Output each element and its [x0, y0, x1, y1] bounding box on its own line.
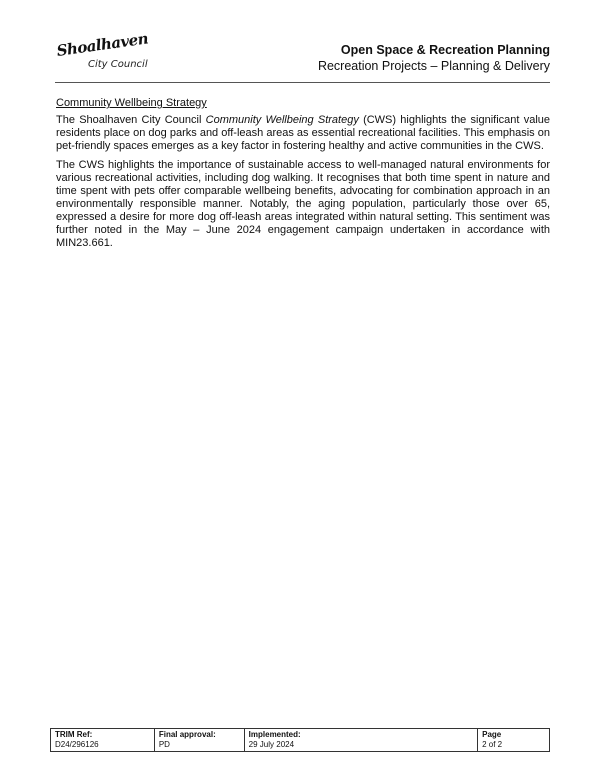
- footer-trim-cell: [51, 729, 155, 752]
- footer-table: [50, 728, 550, 752]
- approval-value: PD: [158, 740, 170, 749]
- footer-approval-cell: [154, 729, 244, 752]
- paragraph-1-end: (CWS) highlights the significant value residents place on dog parks and off-leash areas as essential recreational facilities. This emphasis on pet-friendly spaces emerges as a key factor in fostering healthy and active communities in the CWS.: [56, 114, 550, 152]
- header-divider: [55, 82, 550, 83]
- approval-label: Final approval:: [158, 730, 216, 739]
- header-title: Open Space & Recreation Planning: [340, 43, 550, 57]
- council-logo: [55, 29, 158, 78]
- section-heading: Community Wellbeing Strategy: [56, 97, 207, 109]
- document-header: [318, 42, 550, 75]
- strategy-name: Community Wellbeing Strategy: [205, 114, 359, 126]
- page-label: Page: [482, 730, 502, 739]
- trim-value: D24/296126: [55, 740, 99, 749]
- logo-sub-text: City Council: [88, 59, 148, 70]
- implemented-value: 29 July 2024: [248, 740, 295, 749]
- footer-row: [51, 729, 550, 752]
- header-subtitle: Recreation Projects – Planning & Delivery: [317, 59, 550, 73]
- page-value: 2 of 2: [482, 740, 503, 749]
- implemented-label: Implemented:: [248, 730, 301, 739]
- footer-implemented-cell: [244, 729, 477, 752]
- document-body: [56, 97, 550, 256]
- paragraph-1-start: The Shoalhaven City Council: [56, 114, 206, 126]
- paragraph-2: The CWS highlights the importance of sustainable access to well-managed natural environments for various recreational activities, including dog walking. It recognises that both time spent in nature and time spent with pets offer comparable wellbeing benefits, advocating for combination approach in an environmentally responsible manner. Notably, the aging population, particularly those over 65, expressed a desire for more dog off-leash areas integrated within natural setting. This sentiment was further noted in the May – June 2024 engagement campaign undertaken in accordance with MIN23.661.: [56, 159, 550, 249]
- trim-label: TRIM Ref:: [55, 730, 93, 739]
- footer-page-cell: [478, 729, 550, 752]
- paragraph-1: [56, 114, 550, 153]
- logo-brand-text: Shoalhaven: [55, 29, 150, 60]
